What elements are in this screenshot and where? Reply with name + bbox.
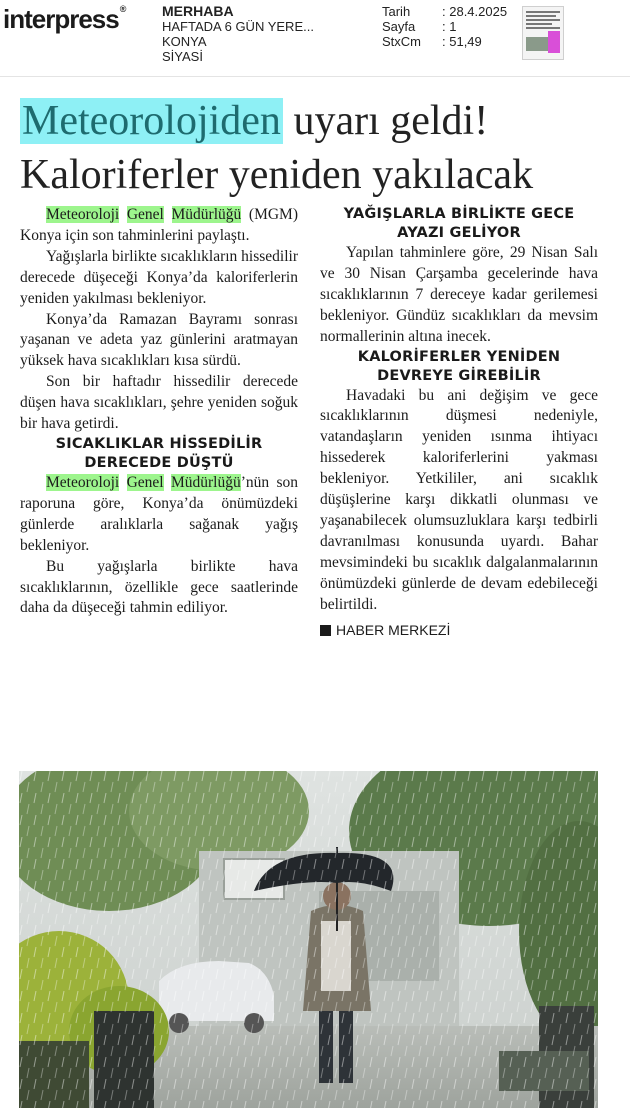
subheading (320, 205, 598, 243)
subheading (20, 435, 298, 473)
byline-square-icon (320, 625, 331, 636)
headline-line-2: Kaloriferler yeniden yakılacak (20, 152, 534, 198)
paragraph-text: (MGM) Konya için son tahminlerini paylaştı. (20, 206, 298, 244)
meta-key: Sayfa (382, 19, 416, 34)
highlight-term: Müdürlüğü (171, 206, 242, 223)
subheading-line: KALORİFERLER YENİDEN (357, 348, 561, 365)
meta-row-date: Tarih : 28.4.2025 (382, 4, 508, 19)
meta-value: 51,49 (449, 34, 482, 49)
subheading-line: AYAZI GELİYOR (397, 225, 521, 241)
byline (320, 620, 598, 641)
headline-line-1 (20, 94, 533, 148)
meta-value: 1 (449, 19, 457, 34)
logo-text: interpress (3, 4, 119, 34)
paragraph-text: ’nün son raporuna göre, Konya’da önümüzdeki günlerde aralıklarla sağanak yağış bekleniyor. (20, 473, 299, 554)
paragraph (20, 473, 298, 557)
article-column-1 (20, 205, 298, 619)
meta-row-page: Sayfa : 1 (382, 19, 457, 34)
paragraph: Yapılan tahminlere göre, 29 Nisan Salı ve 30 Nisan Çarşamba gecelerinde hava sıcaklıklarının 7 dereceye kadar gerilemesi bekleniyor. Gündüz sıcaklıkları da mevsim normallerinin altına inecek. (320, 244, 598, 345)
headline-rest: uyarı geldi! (282, 98, 489, 144)
highlight-term: Genel (126, 206, 164, 223)
paragraph (20, 205, 298, 247)
highlight-term: Müdürlüğü (170, 473, 241, 491)
subheading-line: DERECEDE DÜŞTÜ (84, 454, 234, 471)
subheading-line: DEVREYE GİREBİLİR (377, 367, 541, 384)
article-column-2 (320, 205, 598, 640)
highlight-term: Meteoroloji (46, 473, 120, 491)
meta-key: Tarih (382, 4, 411, 19)
meta-row-stxcm: StxCm : 51,49 (382, 34, 482, 49)
paragraph: Son bir haftadır hissedilir derecede düşen hava sıcaklıkları, şehre yeniden soğuk bir hava getirdi. (20, 373, 298, 433)
header-divider (0, 76, 630, 77)
paragraph: Konya’da Ramazan Bayramı sonrası yaşanan ve adeta yaz günlerini aratmayan yüksek hava sıcaklıkları kısa sürdü. (20, 310, 298, 370)
clip-category: SİYASİ (162, 49, 203, 64)
clip-city: KONYA (162, 34, 207, 49)
meta-key: StxCm (382, 34, 421, 49)
page-thumbnail-icon[interactable] (522, 6, 564, 60)
byline-text: HABER MERKEZİ (336, 621, 451, 638)
highlight-term: Meteoroloji (46, 206, 120, 223)
publication-name: MERHABA (162, 3, 234, 19)
registered-mark: ® (119, 4, 126, 14)
paragraph: Yağışlarla birlikte sıcaklıkların hissedilir derecede düşeceği Konya’da kaloriferlerin yeniden yakılması bekleniyor. (20, 247, 298, 307)
paragraph: Havadaki bu ani değişim ve gece sıcaklıklarının düşmesi nedeniyle, vatandaşların yeniden ısınma ihtiyacı hissederek kaloriferlerini yakması bekleniyor. Yetkililer, ani sıcaklık düşüşlerine karşı dikkatli olunması ve yaşanabilecek olumsuzluklara karşı tedbirli davranılması konusunda uyardı. Bahar mevsimindeki bu sıcaklık dalgalanmalarının önümüzdeki günlerde de devam edebileceği belirtildi. (320, 386, 598, 613)
clip-meta (382, 4, 507, 49)
article-headline (20, 94, 533, 202)
clip-source-info (162, 4, 314, 64)
clip-headline: HAFTADA 6 GÜN YERE... (162, 19, 314, 34)
subheading-line: SICAKLIKLAR HİSSEDİLİR (55, 435, 263, 452)
rain-umbrella-photo (19, 771, 598, 1108)
subheading (320, 348, 598, 386)
meta-value: 28.4.2025 (449, 4, 508, 19)
interpress-logo (3, 4, 125, 35)
subheading-line: YAĞIŞLARLA BİRLİKTE GECE (343, 206, 575, 222)
paragraph: Bu yağışlarla birlikte hava sıcaklıklarının, özellikle gece saatlerinde daha da düşeceği tahmin ediliyor. (20, 557, 298, 617)
highlight-term: Genel (126, 473, 164, 491)
headline-highlight: Meteorolojiden (22, 98, 281, 144)
